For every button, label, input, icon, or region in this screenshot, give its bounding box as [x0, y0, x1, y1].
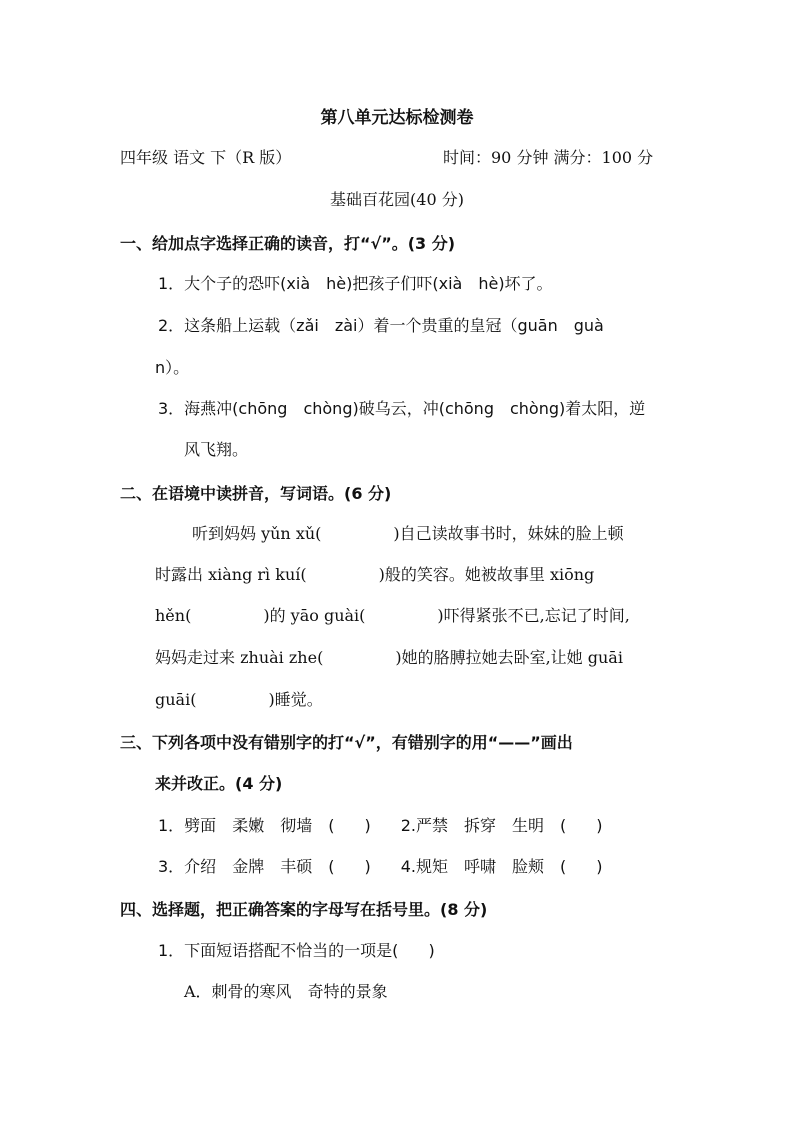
q1-item-3: 3．海燕冲(chōng chòng)破乌云，冲(chōng chòng)着太阳，逆: [158, 399, 646, 418]
q4-text: 1．下面短语搭配不恰当的一项是(: [158, 941, 399, 960]
option-text: 奇特的景象: [307, 982, 388, 1001]
q3-row-1: [158, 814, 603, 838]
q4-text: ): [428, 941, 435, 960]
q2-line-1: [192, 522, 624, 546]
word: 生明: [512, 816, 545, 835]
q1-item-2: 2．这条船上运载（zǎi zài）着一个贵重的皇冠（guān guà: [158, 316, 604, 335]
word: 拆穿: [464, 816, 497, 835]
paren-close: ): [596, 816, 603, 835]
q1-item-3-cont: 风飞翔。: [184, 440, 249, 459]
q2-heading: 二、在语境中读拼音，写词语。(6 分): [120, 484, 392, 503]
q2-line-2: [155, 563, 594, 587]
word: 1．劈面: [158, 816, 217, 835]
q2-line-3: [155, 604, 630, 628]
q2-text: hěn(: [155, 606, 192, 625]
q2-text: )的 yāo guài(: [263, 606, 366, 625]
q2-text: 时露出 xiàng rì kuí(: [155, 565, 307, 584]
q2-text: )睡觉。: [268, 690, 323, 709]
q4-option-a: [184, 980, 388, 1004]
q1-heading: 一、给加点字选择正确的读音，打“√”。(3 分): [120, 234, 456, 253]
paren-open: (: [328, 857, 335, 876]
word: 脸颊: [512, 857, 545, 876]
q4-item-1: [158, 939, 435, 963]
q2-text: 听到妈妈 yǔn xǔ(: [192, 524, 322, 543]
paren-open: (: [328, 816, 335, 835]
q2-text: )吓得紧张不已,忘记了时间,: [437, 606, 630, 625]
paren-close: ): [364, 816, 371, 835]
page-title: 第八单元达标检测卷: [320, 108, 474, 128]
q2-text: guāi(: [155, 690, 197, 709]
word: 3．介绍: [158, 857, 217, 876]
paren-open: (: [560, 816, 567, 835]
paren-open: (: [560, 857, 567, 876]
q2-line-4: [155, 646, 623, 670]
q2-line-5: [155, 688, 323, 712]
option-text: A．刺骨的寒风: [184, 982, 292, 1001]
word: 彻墙: [280, 816, 313, 835]
q1-item-2-cont: n）。: [155, 358, 190, 377]
word: 2.严禁: [400, 816, 448, 835]
section-title: 基础百花园(40 分): [330, 190, 464, 209]
q4-heading: 四、选择题，把正确答案的字母写在括号里。(8 分): [120, 900, 488, 919]
paren-close: ): [596, 857, 603, 876]
word: 呼啸: [464, 857, 497, 876]
q3-row-2: [158, 855, 603, 879]
word: 4.规矩: [400, 857, 448, 876]
q2-text: )般的笑容。她被故事里 xiōng: [378, 565, 595, 584]
q2-text: )她的胳膊拉她去卧室,让她 guāi: [395, 648, 623, 667]
word: 丰硕: [280, 857, 313, 876]
q3-heading-cont: 来并改正。(4 分): [155, 774, 283, 793]
word: 柔嫩: [232, 816, 265, 835]
q3-heading: 三、下列各项中没有错别字的打“√”，有错别字的用“——”画出: [120, 733, 573, 752]
grade-info: 四年级 语文 下（R 版）: [120, 148, 292, 167]
paren-close: ): [364, 857, 371, 876]
word: 金牌: [232, 857, 265, 876]
q2-text: 妈妈走过来 zhuài zhe(: [155, 648, 324, 667]
time-score-info: 时间：90 分钟 满分：100 分: [443, 148, 654, 167]
q1-item-1: 1．大个子的恐吓(xià hè)把孩子们吓(xià hè)坏了。: [158, 274, 553, 293]
q2-text: )自己读故事书时，妹妹的脸上顿: [393, 524, 624, 543]
